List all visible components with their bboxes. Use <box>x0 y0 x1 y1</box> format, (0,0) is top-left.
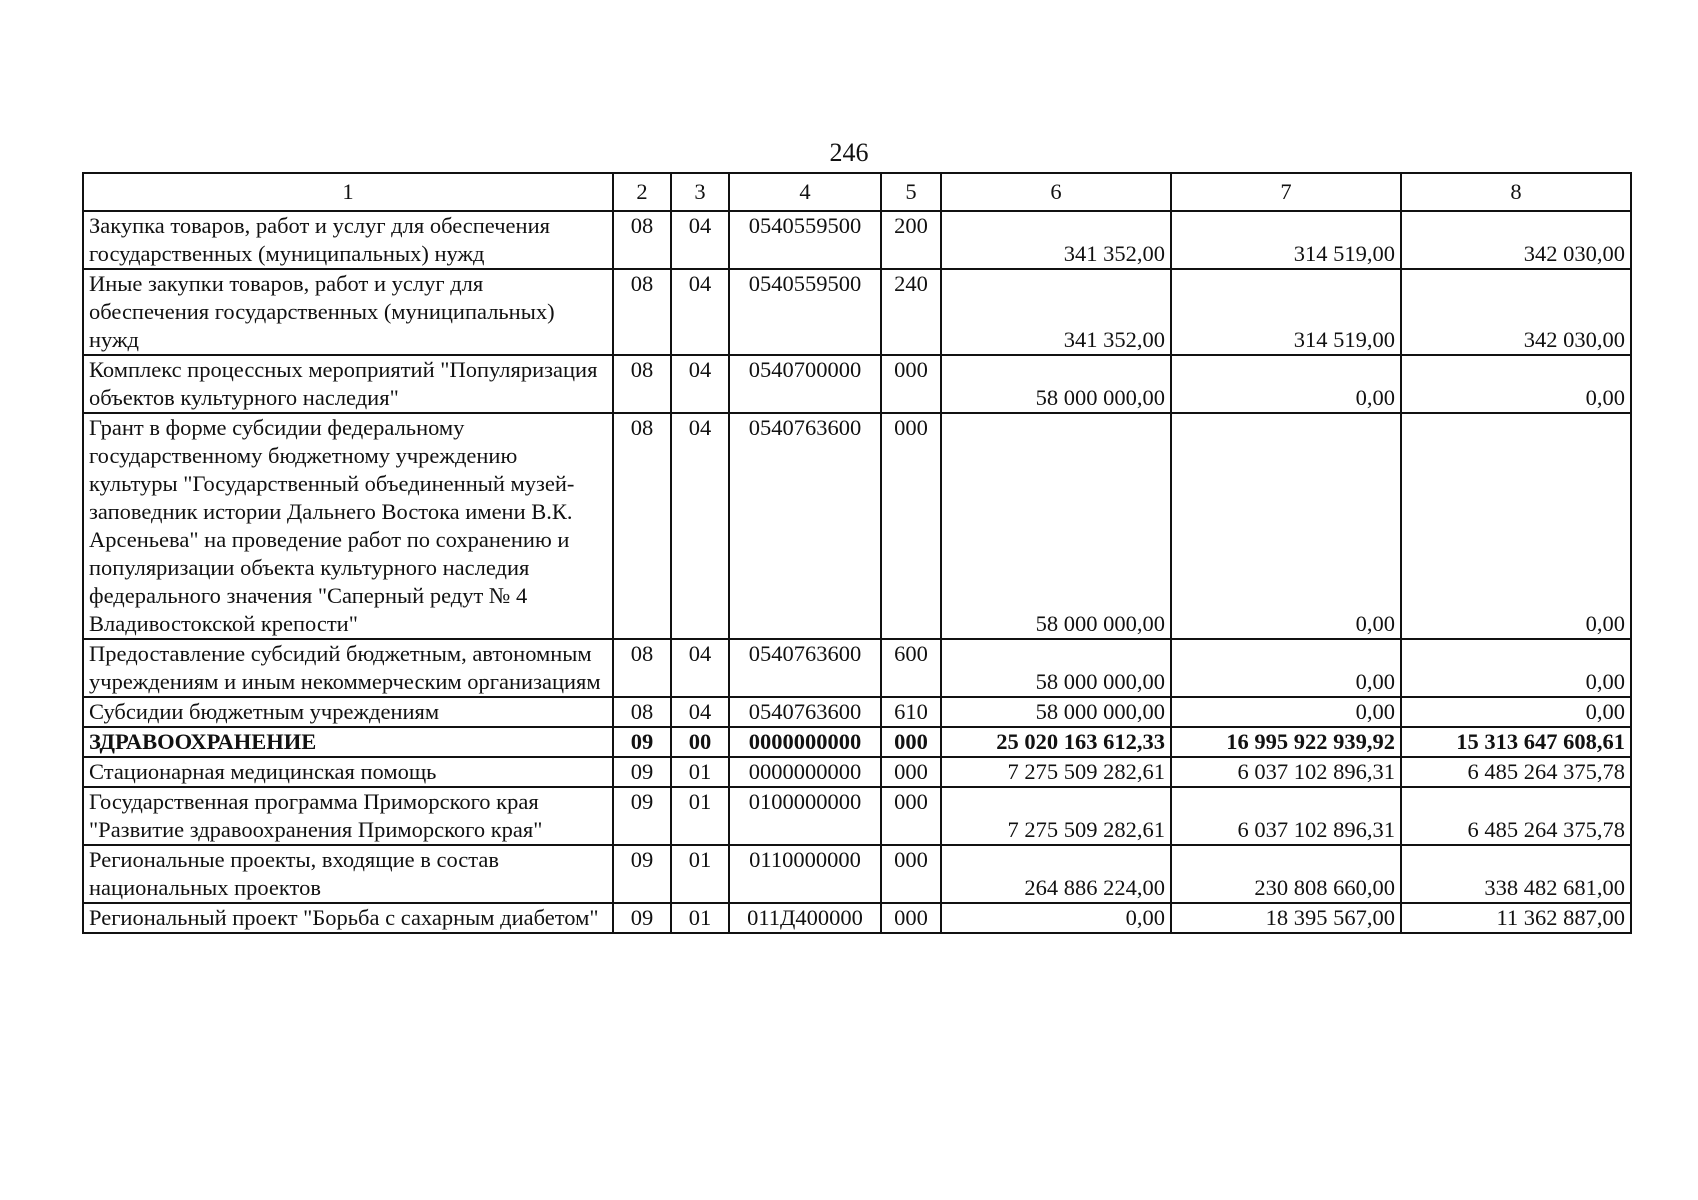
amount-col6: 341 352,00 <box>941 269 1171 355</box>
row-description: Закупка товаров, работ и услуг для обеспечения государственных (муниципальных) нужд <box>83 211 613 269</box>
subsection-code: 00 <box>671 727 729 757</box>
section-code: 08 <box>613 639 671 697</box>
target-article-code: 0100000000 <box>729 787 881 845</box>
subsection-code: 04 <box>671 413 729 639</box>
amount-col8: 11 362 887,00 <box>1401 903 1631 933</box>
table-row <box>83 413 1631 639</box>
section-code: 09 <box>613 845 671 903</box>
expense-type-code: 610 <box>881 697 941 727</box>
amount-col6: 58 000 000,00 <box>941 639 1171 697</box>
amount-col8: 0,00 <box>1401 413 1631 639</box>
expense-type-code: 000 <box>881 903 941 933</box>
header-cell: 8 <box>1401 173 1631 211</box>
subsection-code: 01 <box>671 757 729 787</box>
section-code: 09 <box>613 727 671 757</box>
subsection-code: 04 <box>671 269 729 355</box>
amount-col7: 6 037 102 896,31 <box>1171 757 1401 787</box>
amount-col6: 58 000 000,00 <box>941 355 1171 413</box>
table-row <box>83 845 1631 903</box>
subsection-code: 01 <box>671 845 729 903</box>
amount-col8: 6 485 264 375,78 <box>1401 757 1631 787</box>
row-description: Государственная программа Приморского края "Развитие здравоохранения Приморского края" <box>83 787 613 845</box>
header-cell: 4 <box>729 173 881 211</box>
amount-col8: 342 030,00 <box>1401 269 1631 355</box>
section-code: 08 <box>613 697 671 727</box>
target-article-code: 0000000000 <box>729 727 881 757</box>
header-cell: 1 <box>83 173 613 211</box>
target-article-code: 0000000000 <box>729 757 881 787</box>
expense-type-code: 240 <box>881 269 941 355</box>
expense-type-code: 200 <box>881 211 941 269</box>
amount-col7: 314 519,00 <box>1171 211 1401 269</box>
row-description: Предоставление субсидий бюджетным, автономным учреждениям и иным некоммерческим организациям <box>83 639 613 697</box>
page-number: 246 <box>829 138 869 167</box>
section-code: 08 <box>613 211 671 269</box>
expense-type-code: 000 <box>881 757 941 787</box>
table-row <box>83 757 1631 787</box>
subsection-code: 04 <box>671 697 729 727</box>
amount-col7: 230 808 660,00 <box>1171 845 1401 903</box>
amount-col8: 342 030,00 <box>1401 211 1631 269</box>
amount-col6: 58 000 000,00 <box>941 697 1171 727</box>
subsection-code: 01 <box>671 903 729 933</box>
amount-col8: 0,00 <box>1401 697 1631 727</box>
target-article-code: 0540763600 <box>729 413 881 639</box>
row-description: ЗДРАВООХРАНЕНИЕ <box>83 727 613 757</box>
amount-col8: 6 485 264 375,78 <box>1401 787 1631 845</box>
expense-type-code: 000 <box>881 355 941 413</box>
amount-col7: 0,00 <box>1171 639 1401 697</box>
target-article-code: 0540559500 <box>729 269 881 355</box>
amount-col7: 6 037 102 896,31 <box>1171 787 1401 845</box>
table-row-section-total <box>83 727 1631 757</box>
row-description: Региональные проекты, входящие в состав национальных проектов <box>83 845 613 903</box>
table-row <box>83 903 1631 933</box>
target-article-code: 0110000000 <box>729 845 881 903</box>
amount-col6: 25 020 163 612,33 <box>941 727 1171 757</box>
expense-type-code: 600 <box>881 639 941 697</box>
target-article-code: 0540559500 <box>729 211 881 269</box>
section-code: 08 <box>613 355 671 413</box>
section-code: 08 <box>613 269 671 355</box>
amount-col7: 0,00 <box>1171 355 1401 413</box>
amount-col8: 0,00 <box>1401 639 1631 697</box>
amount-col7: 0,00 <box>1171 697 1401 727</box>
table-row <box>83 355 1631 413</box>
target-article-code: 0540700000 <box>729 355 881 413</box>
amount-col8: 0,00 <box>1401 355 1631 413</box>
amount-col6: 7 275 509 282,61 <box>941 787 1171 845</box>
header-cell: 5 <box>881 173 941 211</box>
section-code: 09 <box>613 903 671 933</box>
section-code: 09 <box>613 787 671 845</box>
section-code: 09 <box>613 757 671 787</box>
target-article-code: 011Д400000 <box>729 903 881 933</box>
table-row <box>83 639 1631 697</box>
target-article-code: 0540763600 <box>729 697 881 727</box>
row-description: Региональный проект "Борьба с сахарным диабетом" <box>83 903 613 933</box>
table-header-row <box>83 173 1631 211</box>
table-row <box>83 269 1631 355</box>
amount-col6: 264 886 224,00 <box>941 845 1171 903</box>
subsection-code: 04 <box>671 355 729 413</box>
row-description: Субсидии бюджетным учреждениям <box>83 697 613 727</box>
header-cell: 2 <box>613 173 671 211</box>
subsection-code: 01 <box>671 787 729 845</box>
table-row <box>83 697 1631 727</box>
amount-col7: 18 395 567,00 <box>1171 903 1401 933</box>
header-cell: 3 <box>671 173 729 211</box>
amount-col7: 0,00 <box>1171 413 1401 639</box>
table-row <box>83 211 1631 269</box>
expense-type-code: 000 <box>881 413 941 639</box>
row-description: Стационарная медицинская помощь <box>83 757 613 787</box>
row-description: Комплекс процессных мероприятий "Популяризация объектов культурного наследия" <box>83 355 613 413</box>
section-code: 08 <box>613 413 671 639</box>
target-article-code: 0540763600 <box>729 639 881 697</box>
expense-type-code: 000 <box>881 787 941 845</box>
header-cell: 7 <box>1171 173 1401 211</box>
amount-col6: 0,00 <box>941 903 1171 933</box>
amount-col6: 58 000 000,00 <box>941 413 1171 639</box>
header-cell: 6 <box>941 173 1171 211</box>
amount-col6: 341 352,00 <box>941 211 1171 269</box>
amount-col7: 314 519,00 <box>1171 269 1401 355</box>
row-description: Иные закупки товаров, работ и услуг для обеспечения государственных (муниципальных) нужд <box>83 269 613 355</box>
table-row <box>83 787 1631 845</box>
subsection-code: 04 <box>671 639 729 697</box>
row-description: Грант в форме субсидии федеральному государственному бюджетному учреждению культуры "Государственный объединенный музей-заповедник истории Дальнего Востока имени В.К. Арсеньева" на проведение работ по сохранению и популяризации объекта культурного наследия федерального значения "Саперный редут № 4 Владивостокской крепости" <box>83 413 613 639</box>
amount-col7: 16 995 922 939,92 <box>1171 727 1401 757</box>
amount-col6: 7 275 509 282,61 <box>941 757 1171 787</box>
amount-col8: 15 313 647 608,61 <box>1401 727 1631 757</box>
subsection-code: 04 <box>671 211 729 269</box>
expense-type-code: 000 <box>881 727 941 757</box>
budget-table <box>82 172 1632 934</box>
expense-type-code: 000 <box>881 845 941 903</box>
amount-col8: 338 482 681,00 <box>1401 845 1631 903</box>
